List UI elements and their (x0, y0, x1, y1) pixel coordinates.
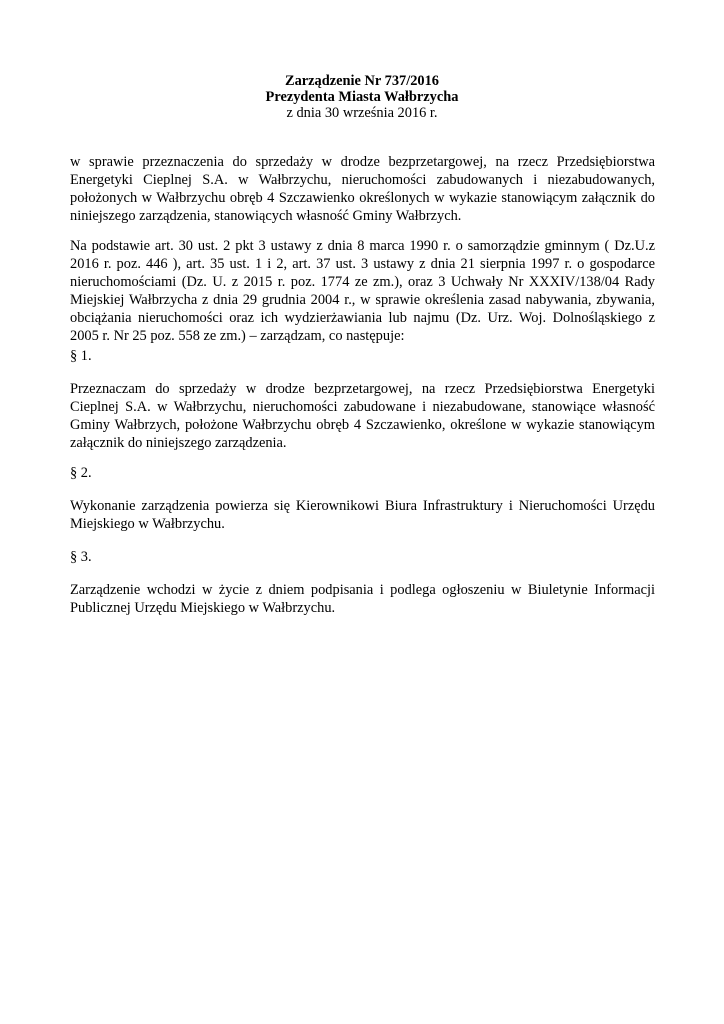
subject-paragraph: w sprawie przeznaczenia do sprzedaży w drodze bezprzetargowej, na rzecz Przedsiębiorstwa Energetyki Cieplnej S.A. w Wałbrzychu, nieruchomości zabudowanych i niezabudowanych, położonych w Wałbrzychu obręb 4 Szczawienko określonych w wykazie stanowiącym załącznik do niniejszego zarządzenia, stanowiących własność Gminy Wałbrzych. (70, 154, 655, 224)
section-1-text: Przeznaczam do sprzedaży w drodze bezprzetargowej, na rzecz Przedsiębiorstwa Energetyki Cieplnej S.A. w Wałbrzychu, nieruchomości zabudowane i niezabudowane, stanowiące własność Gminy Wałbrzych, położone Wałbrzychu obręb 4 Szczawienko, określone w wykazie stanowiącym załącznik do niniejszego zarządzenia. (70, 381, 655, 451)
section-3-text: Zarządzenie wchodzi w życie z dniem podpisania i podlega ogłoszeniu w Biuletynie Informacji Publicznej Urzędu Miejskiego w Wałbrzychu. (70, 582, 655, 616)
document-title: Zarządzenie Nr 737/2016 (284, 73, 439, 89)
section-1-heading: § 1. (70, 348, 92, 364)
section-2-heading: § 2. (70, 465, 92, 481)
section-2-text: Wykonanie zarządzenia powierza się Kierownikowi Biura Infrastruktury i Nieruchomości Urzędu Miejskiego w Wałbrzychu. (70, 498, 655, 532)
document-issuer: Prezydenta Miasta Wałbrzycha (265, 89, 459, 105)
section-3-heading: § 3. (70, 549, 92, 565)
document-date: z dnia 30 września 2016 r. (286, 105, 438, 121)
legal-basis-paragraph: Na podstawie art. 30 ust. 2 pkt 3 ustawy z dnia 8 marca 1990 r. o samorządzie gminnym ( Dz.U.z 2016 r. poz. 446 ), art. 35 ust. 1 i 2, art. 37 ust. 3 ustawy z dnia 21 sierpnia 1997 r. o gospodarce nieruchomościami (Dz. U. z 2015 r. poz. 1774 ze zm.), oraz 3 Uchwały Nr XXXIV/138/04 Rady Miejskiej Wałbrzycha z dnia 29 grudnia 2004 r., w sprawie określenia zasad nabywania, zbywania, obciążania nieruchomości oraz ich wydzierżawiania lub najmu (Dz. Urz. Woj. Dolnośląskiego z 2005 r. Nr 25 poz. 558 ze zm.) – zarządzam, co następuje: (70, 238, 655, 344)
